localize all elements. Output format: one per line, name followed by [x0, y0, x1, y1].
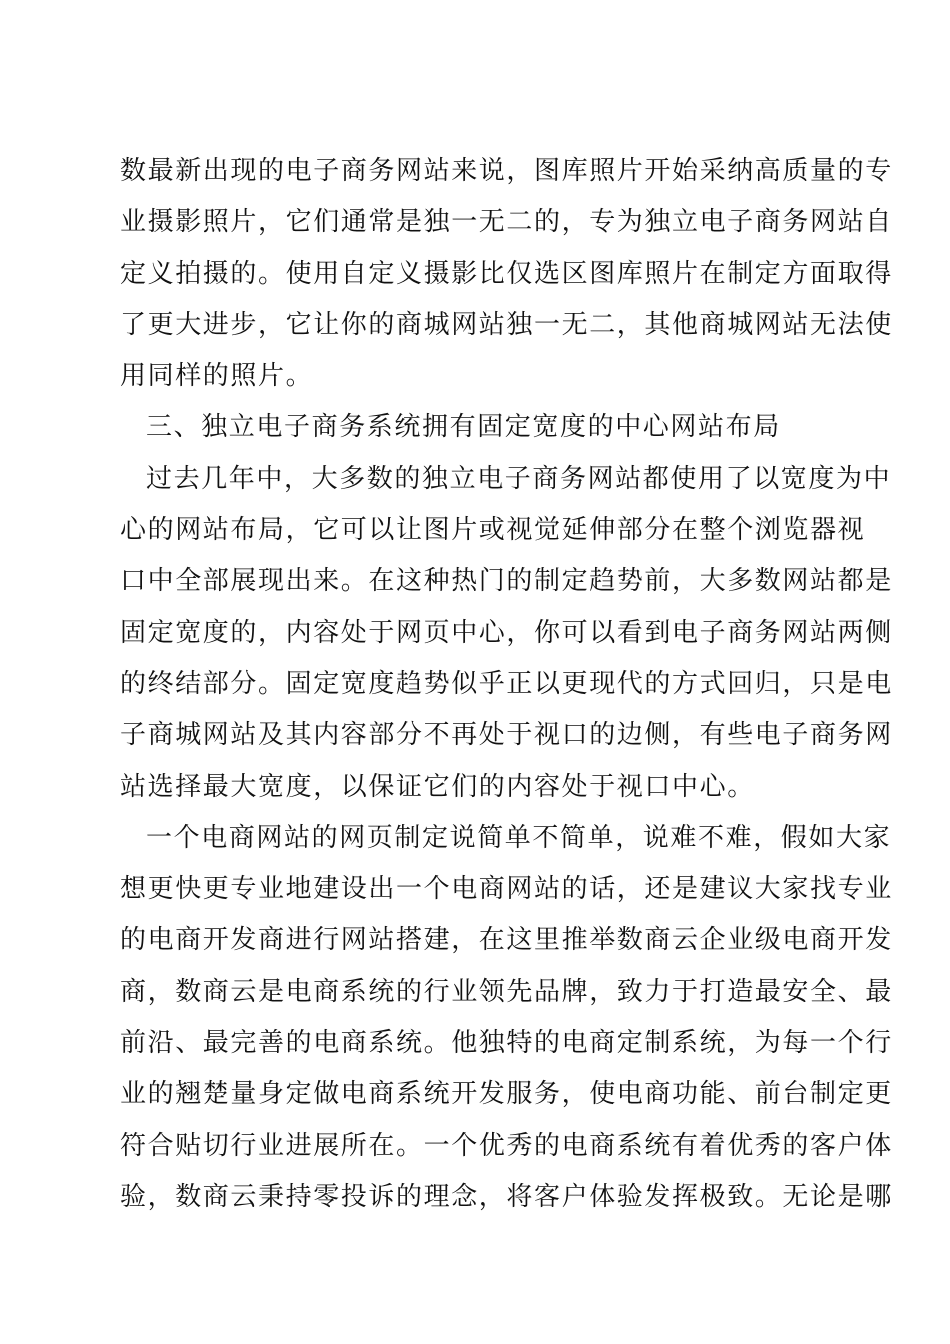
text-line: 的终结部分。固定宽度趋势似乎正以更现代的方式回归，只是电	[120, 668, 893, 699]
section-heading: 三、独立电子商务系统拥有固定宽度的中心网站布局	[146, 412, 781, 443]
document-body	[120, 146, 893, 1223]
text-line: 固定宽度的，内容处于网页中心，你可以看到电子商务网站两侧	[120, 617, 893, 648]
text-line: 商，数商云是电商系统的行业领先品牌，致力于打造最安全、最	[120, 976, 893, 1007]
text-line: 心的网站布局，它可以让图片或视觉延伸部分在整个浏览器视	[120, 515, 866, 546]
text-line: 想更快更专业地建设出一个电商网站的话，还是建议大家找专业	[120, 874, 893, 905]
paragraph-first-line: 一个电商网站的网页制定说简单不简单，说难不难，假如大家	[146, 822, 892, 853]
text-line: 数最新出现的电子商务网站来说，图库照片开始采纳高质量的专	[120, 156, 893, 186]
text-line: 的电商开发商进行网站搭建，在这里推举数商云企业级电商开发	[120, 925, 893, 956]
text-line: 前沿、最完善的电商系统。他独特的电商定制系统，为每一个行	[120, 1028, 893, 1059]
text-line: 口中全部展现出来。在这种热门的制定趋势前，大多数网站都是	[120, 566, 893, 597]
text-line: 业的翘楚量身定做电商系统开发服务，使电商功能、前台制定更	[120, 1079, 893, 1110]
text-line: 用同样的照片。	[120, 361, 314, 392]
text-line: 定义拍摄的。使用自定义摄影比仅选区图库照片在制定方面取得	[120, 258, 893, 289]
text-line: 业摄影照片，它们通常是独一无二的，专为独立电子商务网站自	[120, 207, 893, 238]
text-line: 了更大进步，它让你的商城网站独一无二，其他商城网站无法使	[120, 309, 893, 340]
text-line: 符合贴切行业进展所在。一个优秀的电商系统有着优秀的客户体	[120, 1130, 893, 1161]
text-line: 站选择最大宽度，以保证它们的内容处于视口中心。	[120, 771, 755, 802]
text-line: 子商城网站及其内容部分不再处于视口的边侧，有些电子商务网	[120, 720, 893, 751]
paragraph-first-line: 过去几年中，大多数的独立电子商务网站都使用了以宽度为中	[146, 463, 892, 494]
text-line: 验，数商云秉持零投诉的理念，将客户体验发挥极致。无论是哪	[120, 1181, 893, 1212]
